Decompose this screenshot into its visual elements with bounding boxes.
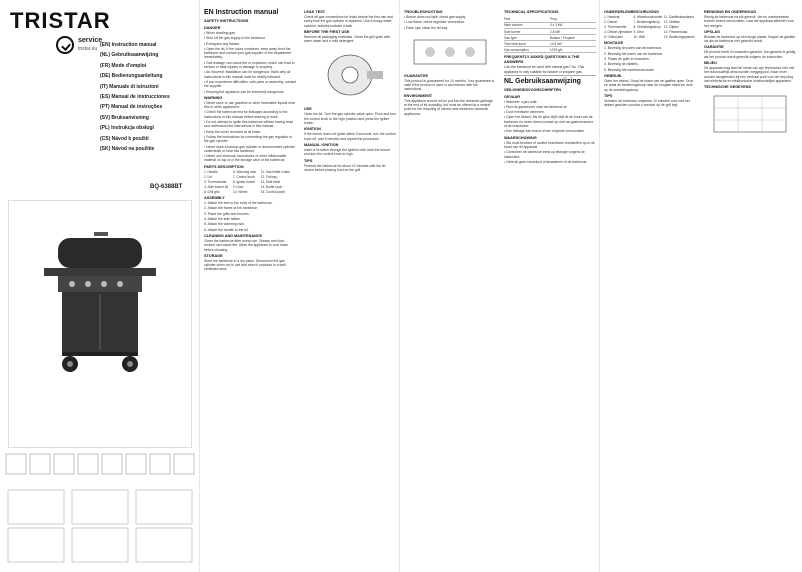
spec-cell: Butane / Propane [550, 35, 596, 41]
section-heading: ENVIRONMENT [404, 93, 433, 98]
part-item: 12. Fat tray [260, 174, 277, 179]
list-item: 5. Attach the warming rack. [204, 222, 245, 227]
section-heading: REINIGING EN ONDERHOUD [704, 10, 757, 14]
list-item: • Low flame: check regulator connection. [404, 20, 496, 24]
paragraph: Store the barbecue in a dry place. Disconnect the gas cylinder when not in use and store it outdoors in a well-ventilated area. [204, 258, 287, 272]
section-heading: LEAK TEST [304, 10, 326, 14]
part-item: 1. Handle [204, 170, 218, 175]
text-column [304, 8, 396, 564]
list-item: 1. Attach the feet to the body of the barbecue. [204, 201, 273, 206]
text-column [604, 8, 696, 564]
text-column [504, 8, 596, 564]
section-heading: GUARANTEE [404, 73, 429, 78]
language-item: (ES) Manual de instrucciones [100, 93, 170, 100]
paragraph: This product is guaranteed for 24 months. Your guarantee is valid if the product is used in accordance with the instructions. [404, 78, 495, 92]
paragraph: Clean the barbecue after every use. Grease and food residue can cause fire. Allow the appliance to cool down before cleaning. [204, 238, 289, 252]
part-item: 9. Door [232, 184, 244, 189]
list-item: • Flare ups: clean the fat tray. [404, 26, 496, 30]
list-item: • Never store a backup gas cylinder or disconnected cylinder underneath or near this barbecue. [204, 145, 296, 154]
list-item: • Never store or use gasoline or other flammable liquids near this or other appliances. [204, 101, 296, 110]
section-heading: ONDERDELENBESCHRIJVING [604, 10, 660, 14]
spec-cell: 4 x 3 kW [550, 23, 596, 29]
part-item: 3. Thermometer [204, 179, 227, 184]
paragraph: This appliance should not be put into the domestic garbage at the end of its durability, but must be offered at a central point for the recycling of electric and electronic domestic appliances. [404, 98, 493, 116]
spec-cell: 1076 g/h [550, 47, 596, 53]
list-item: 2. Bevestig het frame van de barbecue. [604, 51, 664, 56]
list-item: 3. Plaats de grills en branders. [604, 57, 650, 62]
part-item: 5. Grill grid [204, 189, 220, 194]
language-item: (SK) Návod na použitie [100, 145, 155, 152]
list-item: 5. Bevestig het warmhoudrooster. [604, 67, 655, 72]
spec-cell: Side burner [504, 29, 550, 35]
text-column [204, 8, 296, 564]
section-heading: PARTS DESCRIPTION [204, 164, 244, 169]
assembly-steps-figure [4, 486, 196, 566]
list-item: • Never use charcoal, lava stones or other inflammable material on top or in the storage cave of the barbecue. [204, 154, 296, 163]
danger-heading: GEVAAR [504, 94, 520, 99]
section-heading: FREQUENTLY ASKED QUESTIONS & THE ANSWERS [504, 55, 580, 65]
paragraph: Dit product heeft 24 maanden garantie. Uw garantie is geldig als het product wordt gebruikt volgens de instructies. [704, 50, 796, 59]
part-item: 11. Gasflesstandaard [663, 15, 694, 20]
section-heading: TIPS [604, 93, 613, 98]
language-item: (PL) Instrukcja obsługi [100, 125, 154, 132]
part-item: 8. Igniter button [232, 179, 256, 184]
warning-heading: WARNING [204, 95, 223, 100]
section-heading: CLEANING AND MAINTENANCE [204, 233, 263, 238]
list-item: • Gebruik geen houtskool of lavastenen in de barbecue. [504, 160, 596, 164]
spec-cell: Gas consumption [504, 47, 550, 53]
paragraph: Preheat the barbecue for about 10 minutes with the lid closed before placing food on the grill. [304, 163, 386, 172]
service-label: service [78, 37, 103, 44]
list-item: 1. Bevestig de poten aan de barbecue. [604, 46, 663, 51]
part-item: 10. Wiel [633, 34, 646, 39]
spec-cell: 14.8 kW [550, 41, 596, 47]
part-item: 15. Bedieningspaneel [663, 34, 695, 39]
section-heading: ASSEMBLY [204, 196, 225, 201]
section-heading: GEBRUIK [604, 73, 622, 78]
manual-page-nl [600, 0, 802, 572]
part-item: 1. Handvat [604, 15, 620, 20]
part-item: 14. Bottle hook [260, 184, 282, 189]
list-item: • Open het deksel. Als de geur blijft, blijf uit de buurt van de barbecue en neem direct contact op met uw gasleverancier of de brandweer. [504, 115, 596, 128]
language-item: (CS) Návod k použití [100, 135, 149, 142]
spec-cell: Main burners [504, 23, 550, 29]
list-item: 4. Attach the side tables. [204, 217, 241, 222]
parts-table [204, 170, 296, 194]
list-item: • Gas leakage can cause fire or explosion, which can lead to serious or fatal injuries or damage to property. [204, 61, 296, 70]
ignition-figure [410, 32, 490, 72]
list-item: 3. Place the grills and burners. [204, 211, 250, 216]
spec-cell: Prop. [550, 17, 596, 23]
language-item: (EN) Instruction manual [100, 42, 157, 48]
part-item: 9. Deur [633, 29, 644, 34]
part-item: 14. Flessenhaak [663, 29, 688, 34]
part-item: 2. Deksel [604, 20, 618, 25]
spec-cell: Total heat input [504, 41, 550, 47]
paragraph: Reinig de barbecue na elk gebruik. Vet en voedselresten kunnen brand veroorzaken. Laat het apparaat afkoelen voor het reinigen. [704, 15, 795, 28]
language-list [100, 40, 192, 154]
section-heading: TECHNICAL SPECIFICATIONS [504, 10, 559, 14]
part-item: 6. Warmhoudrooster [633, 15, 663, 20]
part-item: 13. Side table [260, 179, 281, 184]
list-item: • Sluit de gastoevoer naar de barbecue af. [504, 105, 596, 109]
language-item: (SV) Bruksanvisning [100, 114, 149, 121]
language-item: (FR) Mode d'emploi [100, 62, 147, 69]
list-item: 4. Bevestig de zijtafels. [604, 62, 639, 67]
spec-cell: 2.8 kW [550, 29, 596, 35]
language-item: (PT) Manual de instruções [100, 104, 163, 111]
parts-table [604, 15, 696, 39]
list-item: • Follow the instructions for connecting the gas regulator to the gas cylinder. [204, 135, 296, 144]
section-heading: TROUBLESHOOTING [404, 10, 443, 14]
part-item: 4. Side burner lid [204, 184, 229, 189]
text-column [404, 8, 496, 564]
section-heading: SAFETY INSTRUCTIONS [204, 19, 249, 23]
part-item: 10. Wheel [232, 189, 248, 194]
section-heading: IGNITION [304, 127, 321, 132]
list-item: • Burner does not light: check gas supply. [404, 15, 496, 19]
parts-thumbnails [4, 450, 196, 480]
section-heading: OPSLAG [704, 29, 721, 34]
part-item: 3. Thermometer [604, 25, 627, 30]
part-item: 5. Grillrooster [604, 34, 624, 39]
list-item: • Controleer de barbecue eerst op lekkage volgens de instructies. [504, 150, 596, 159]
part-item: 11. Gas bottle holder [260, 170, 291, 175]
part-item: 6. Warming rack [232, 170, 257, 175]
list-item: • Keep the cover removed at all times. [204, 130, 296, 134]
list-item: 6. Attach the handle to the lid. [204, 227, 249, 232]
paragraph: Open het deksel. Draai de kraan van de gasfles open. Druk en draai de bedieningsknop naar de hoogste stand en druk op de ontstekingsknop. [604, 78, 694, 92]
part-item: 7. Bedieningsknop [633, 20, 660, 25]
section-title: EN Instruction manual [204, 9, 279, 16]
section-heading: TIPS [304, 158, 313, 163]
list-item: • Een lekkage kan brand of een explosie veroorzaken. [504, 129, 596, 133]
grid-figure [710, 92, 790, 136]
warning-heading: WAARSCHUWING [504, 135, 537, 140]
cover-page [0, 0, 200, 572]
paragraph: Can the barbecue be used with natural gas? No. This appliance is only suitable for butane or propane gas. [504, 65, 585, 74]
paragraph: If the burner does not ignite within 5 seconds, turn the control knob off, wait 5 minutes and repeat the procedure. [304, 132, 396, 141]
paragraph: Dit apparaat mag aan het einde van zijn levensduur niet met het huishoudelijk afval worden weggegooid, maar moet worden aangeboden bij een centraal punt voor de recycling van elektrische en elektronische huishoudelijke apparaten. [704, 66, 795, 83]
list-item: • Extinguish any flames. [204, 42, 296, 46]
list-item: • Doof eventuele vlammen. [504, 110, 596, 114]
manual-page-en-1 [200, 0, 400, 572]
spec-cell: Gas type [504, 35, 550, 41]
regulator-figure [315, 45, 385, 105]
divider [504, 75, 596, 76]
section-heading: USE [304, 107, 312, 112]
section-heading: TECHNISCHE GEGEVENS [704, 85, 752, 90]
section-title: NL Gebruiksaanwijzing [504, 77, 581, 85]
part-item: 15. Control panel [260, 189, 285, 194]
brand-logo: TRISTAR [10, 8, 111, 33]
language-item: (NL) Gebruiksaanwijzing [100, 52, 159, 59]
barbecue-illustration [40, 220, 160, 380]
service-url: tristar.eu [78, 46, 98, 52]
part-item: 13. Zijtafel [663, 25, 679, 30]
text-column [704, 8, 796, 564]
section-heading: MILIEU [704, 61, 717, 66]
list-item: • Open the lid. If the odour continues, keep away from the barbecue and contact your gas supplier or fire department immediately. [204, 47, 296, 60]
list-item: • Sla nooit benzine of andere brandbare vloeistoffen op in de buurt van dit apparaat. [504, 141, 596, 150]
list-item: • An incorrect installation can be dangerous; that's why all instructions in this manual must be strictly followed. [204, 70, 296, 79]
list-item: • Keeping the appliance can be extremely dangerous. [204, 90, 296, 94]
check-circle-icon [56, 36, 74, 54]
manual-page-en-2 [400, 0, 600, 572]
paragraph: Insert a lit match through the ignition hole near the burner and turn the control knob to high. [304, 147, 391, 157]
language-item: (IT) Manuale di istruzioni [100, 83, 159, 90]
list-item: • Wanneer u gas ruikt: [504, 100, 596, 104]
part-item: 12. Vetlade [663, 20, 680, 25]
section-heading: MONTAGE [604, 41, 624, 46]
list-item: • Do not attempt to ignite this barbecue without having read and understood the instructions in this manual. [204, 120, 296, 129]
section-heading: BEFORE THE FIRST USE [304, 29, 350, 34]
list-item: 2. Attach the frame of the barbecue. [204, 206, 258, 211]
paragraph: Remove all packaging materials. Clean the grill grids with warm water and a mild detergent. [304, 34, 390, 44]
paragraph: Check all gas connections for leaks before the first use and every time the gas cylinder is replaced. Use a soapy water solution; bubbles indicate a leak. [304, 15, 393, 28]
section-heading: STORAGE [204, 253, 223, 258]
paragraph: Open the lid. Turn the gas cylinder valve open. Push and turn the control knob to the high position and press the igniter button. [304, 112, 396, 126]
danger-heading: DANGER [204, 26, 221, 30]
part-item: 2. Lid [204, 174, 212, 179]
section-heading: GARANTIE [704, 45, 724, 50]
part-item: 8. Ontstekingsknop [633, 25, 661, 30]
list-item: • Check the barbecue first for leakages according to the instructions in this manual before starting to work. [204, 110, 296, 119]
section-heading: MANUAL IGNITION [304, 142, 339, 147]
model-number: BQ-6388BT [150, 184, 183, 190]
paragraph: Verwarm de barbecue ongeveer 10 minuten voor met het deksel gesloten voordat u voedsel op de grill legt. [604, 98, 690, 108]
spec-table [504, 17, 596, 53]
list-item: • If you experience difficulties, with parts or assembly, contact the supplier. [204, 80, 296, 89]
list-item: • Shut off the gas supply to the barbecue. [204, 36, 296, 40]
spec-cell: Part [504, 17, 550, 23]
list-item: • When smelling gas: [204, 31, 296, 35]
part-item: 7. Control knob [232, 174, 255, 179]
language-item: (DE) Bedienungsanleitung [100, 73, 163, 80]
part-item: 4. Deksel zijbrander [604, 29, 633, 34]
section-heading: VEILIGHEIDSVOORSCHRIFTEN [504, 87, 561, 92]
paragraph: Bewaar de barbecue op een droge plaats. Koppel de gasfles los als de barbecue niet gebruikt wordt. [704, 34, 796, 44]
